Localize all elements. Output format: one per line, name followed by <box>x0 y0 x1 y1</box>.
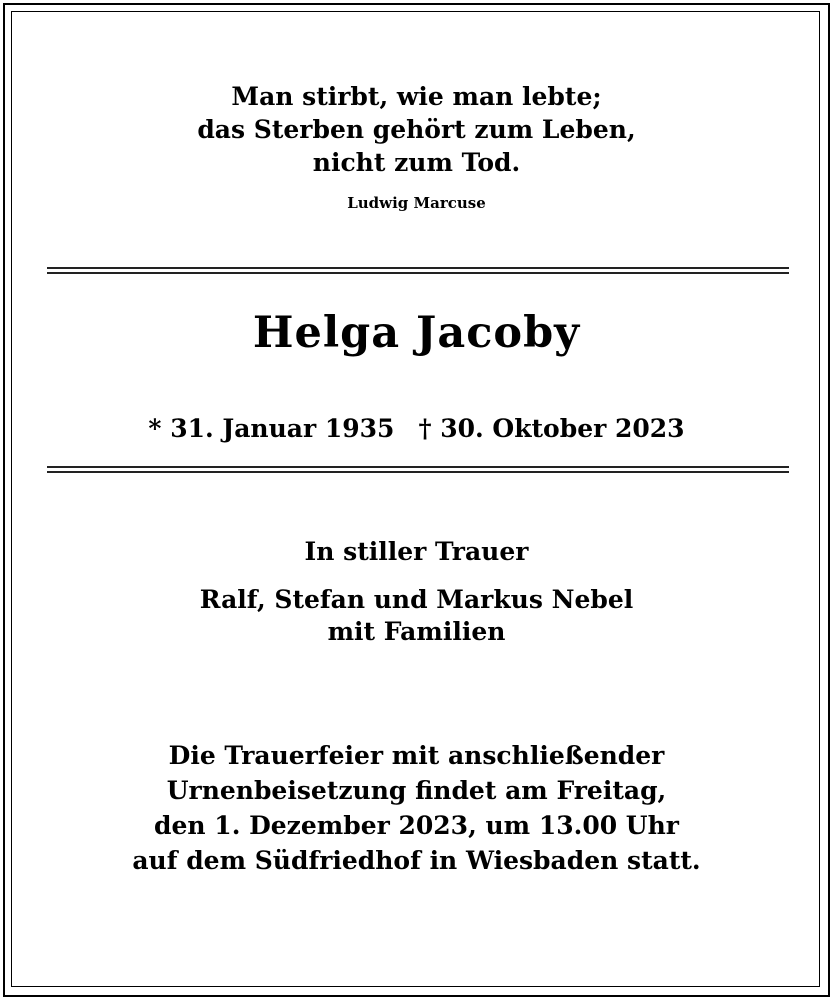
service-info <box>0 738 833 878</box>
service-line-4: auf dem Südfriedhof in Wiesbaden statt. <box>132 846 701 875</box>
service-line-1: Die Trauerfeier mit anschließender <box>168 741 665 770</box>
mourners <box>0 584 833 648</box>
service-line-2: Urnenbeisetzung findet am Freitag, <box>166 776 667 805</box>
birth-date: * 31. Januar 1935 <box>148 414 395 443</box>
double-rule-bottom <box>47 466 789 473</box>
quote <box>0 80 833 179</box>
quote-line-1: Man stirbt, wie man lebte; <box>231 82 602 111</box>
mourning-intro: In stiller Trauer <box>304 537 529 566</box>
mourners-line-1: Ralf, Stefan und Markus Nebel <box>199 585 634 614</box>
deceased-name: Helga Jacoby <box>252 308 581 358</box>
double-rule-top <box>47 267 789 274</box>
death-date: † 30. Oktober 2023 <box>418 414 685 443</box>
quote-line-3: nicht zum Tod. <box>312 148 521 177</box>
mourners-line-2: mit Familien <box>327 617 506 646</box>
life-dates <box>0 413 833 445</box>
quote-line-2: das Sterben gehört zum Leben, <box>197 115 636 144</box>
service-line-3: den 1. Dezember 2023, um 13.00 Uhr <box>154 811 679 840</box>
quote-author: Ludwig Marcuse <box>347 194 486 212</box>
